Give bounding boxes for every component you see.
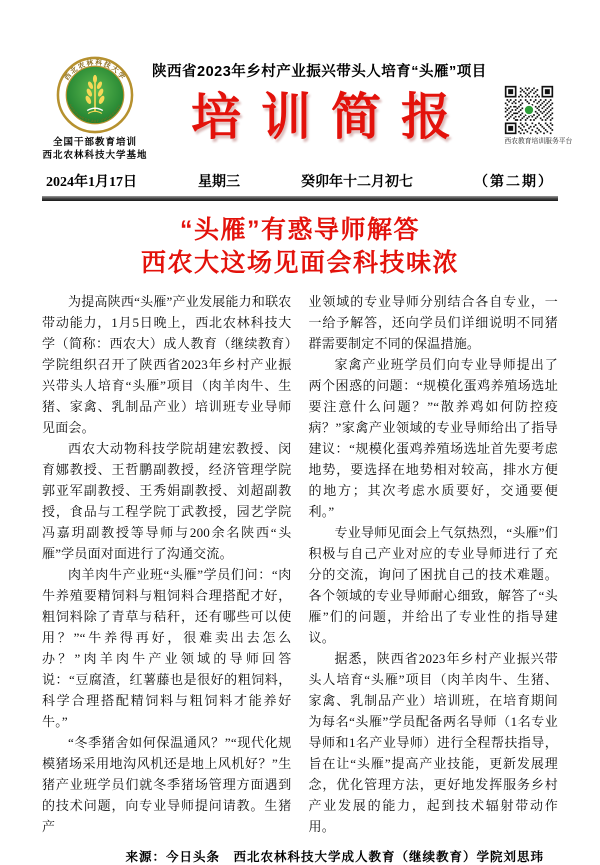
issue-number: （第二期） [474, 174, 554, 190]
university-emblem-icon [56, 56, 134, 134]
article-column-left [42, 291, 292, 837]
paragraph: 肉羊肉牛产业班“头雁”学员们问：“肉牛养殖要精饲料与粗饲料合理搭配才好，粗饲料除了青草与秸秆，还有哪些可以使用？”“牛养得再好，很难卖出去怎么办？”肉羊肉牛产业领域的导师回答说：“豆腐渣，红薯藤也是很好的粗饲料，科学合理搭配精饲料与粗饲料才能养好牛。” [42, 566, 292, 729]
university-logo-block [42, 56, 148, 163]
paragraph: 据悉，陕西省2023年乡村产业振兴带头人培育“头雁”项目（肉羊肉牛、生猪、家禽、乳制品产业）培训班，在培育期间为每名“头雁”学员配备两名导师（1名专业导师和1名产业导师）进行全程帮扶指导，旨在让“头雁”提高产业技能，更新发展理念，优化管理方法，更好地发挥服务乡村产业发展的能力，起到技术辐射带动作用。 [308, 650, 558, 834]
date-text: 2024年1月17日 [46, 174, 137, 190]
dateline [42, 171, 558, 196]
qr-caption: 西农教育培训服务平台 [504, 136, 573, 145]
qr-code-icon [504, 85, 554, 135]
paragraph: 为提高陕西“头雁”产业发展能力和联农带动能力，1月5日晚上，西北农林科技大学（简称：西农大）成人教育（继续教育）学院组织召开了陕西省2023年乡村产业振兴带头人培育“头雁”项目（肉羊肉牛、生猪、家禽、乳制品产业）培训班专业导师见面会。 [42, 293, 292, 435]
masthead [42, 56, 573, 163]
logo-caption-line1: 全国干部教育培训 [52, 138, 137, 148]
qr-block [500, 85, 573, 147]
headline-line-2: 西农大这场见面会科技味浓 [140, 248, 459, 277]
paragraph: “冬季猪舍如何保温通风？”“现代化规模猪场采用地沟风机还是地上风机好？”生猪产业班学员们就冬季猪场管理方面遇到的技术问题，向专业导师提问请教。生猪产 [42, 734, 292, 834]
lunar-date-text: 癸卯年十二月初七 [301, 174, 413, 190]
article-headline [42, 214, 558, 280]
source-line: 来源：今日头条 西北农林科技大学成人教育（继续教育）学院刘思玮 [125, 849, 544, 864]
project-title: 陕西省2023年乡村产业振兴带头人培育“头雁”项目 [152, 64, 487, 80]
newsletter-title: 培训简报 [191, 88, 471, 145]
paragraph-continuation: 业领域的专业导师分别结合各自专业，一一给予解答，还向学员们详细说明不同猪群需要制定不同的保温措施。 [308, 293, 558, 351]
svg-text:西北农林科技大学: 西北农林科技大学 [63, 59, 127, 82]
svg-text:NORTHWEST A&F UNIVERSITY: NORTHWEST A&F UNIVERSITY [67, 103, 123, 124]
article-column-right [309, 291, 559, 837]
logo-caption-line2: 西北农林科技大学基地 [42, 150, 148, 161]
article-body [42, 291, 558, 837]
divider-rule [42, 196, 558, 201]
paragraph: 家禽产业班学员们向专业导师提出了两个困惑的问题：“规模化蛋鸡养殖场选址要注意什么问题？”“散养鸡如何防控疫病？”家禽产业领域的专业导师给出了指导建议：“规模化蛋鸡养殖场选址首先要考虑地势，要选择在地势相对较高，排水方便的地方；其次考虑水质要好，交通要便利。” [308, 356, 558, 519]
paragraph: 专业导师见面会上气氛热烈，“头雁”们积极与自己产业对应的专业导师进行了充分的交流，询问了困扰自己的技术难题。各个领域的专业导师耐心细致，解答了“头雁”们的问题，并给出了专业性的指导建议。 [308, 524, 558, 645]
paragraph: 西农大动物科技学院胡建宏教授、闵育娜教授、王哲鹏副教授，经济管理学院郭亚军副教授、王秀娟副教授、刘超副教授，食品与工程学院丁武教授，园艺学院冯嘉玥副教授等导师与200余名陕西“头雁”学员面对面进行了沟通交流。 [42, 440, 292, 561]
weekday-text: 星期三 [198, 174, 240, 190]
headline-line-1: “头雁”有惑导师解答 [179, 215, 420, 244]
